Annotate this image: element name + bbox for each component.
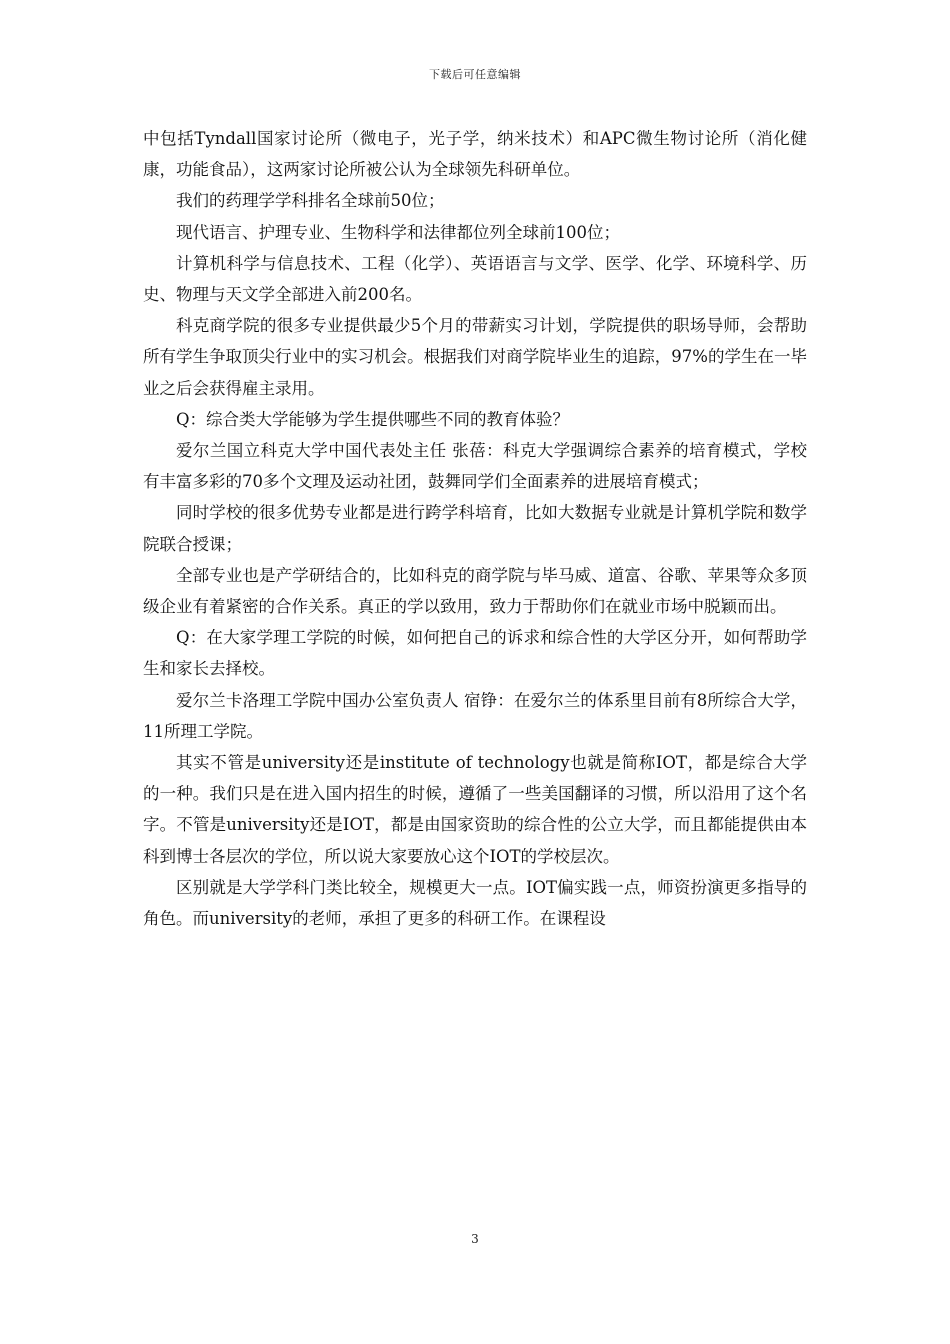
answer-paragraph: 爱尔兰国立科克大学中国代表处主任 张蓓：科克大学强调综合素养的培育模式，学校有丰富多彩的70多个文理及运动社团，鼓舞同学们全面素养的进展培育模式； [143,441,807,492]
page-number: 3 [471,1232,479,1246]
paragraph: 现代语言、护理专业、生物科学和法律都位列全球前100位； [176,222,620,242]
question-paragraph: Q：在大家学理工学院的时候，如何把自己的诉求和综合性的大学区分开，如何帮助学生和家长去择校。 [143,628,807,679]
paragraph: 同时学校的很多优势专业都是进行跨学科培育，比如大数据专业就是计算机学院和数学院联合授课； [143,503,807,554]
paragraph: 计算机科学与信息技术、工程（化学）、英语语言与文学、医学、化学、环境科学、历史、物理与天文学全部进入前200名。 [143,253,807,305]
question-paragraph: Q：综合类大学能够为学生提供哪些不同的教育体验？ [176,409,570,429]
paragraph: 区别就是大学学科门类比较全，规模更大一点。IOT偏实践一点，师资扮演更多指导的角色。而university的老师，承担了更多的科研工作。在课程设 [143,877,807,929]
paragraph: 我们的药理学学科排名全球前50位； [176,191,445,211]
page-header: 下载后可任意编辑 [429,68,521,81]
answer-paragraph: 爱尔兰卡洛理工学院中国办公室负责人 宿铮：在爱尔兰的体系里目前有8所综合大学，11所理工学院。 [143,690,807,741]
paragraph: 全部专业也是产学研结合的，比如科克的商学院与毕马威、道富、谷歌、苹果等众多顶级企业有着紧密的合作关系。真正的学以致用，致力于帮助你们在就业市场中脱颖而出。 [143,565,807,617]
paragraph: 其实不管是university还是institute of technology也就是简称IOT，都是综合大学的一种。我们只是在进入国内招生的时候，遵循了一些美国翻译的习惯，所以沿用了这个名字。不管是university还是IOT，都是由国家资助的综合性的公立大学，而且都能提供由本科到博士各层次的学位，所以说大家要放心这个IOT的学校层次。 [143,753,807,866]
document-body [143,123,807,934]
paragraph-continuation: 中包括Tyndall国家讨论所（微电子，光子学，纳米技术）和APC微生物讨论所（消化健康，功能食品），这两家讨论所被公认为全球领先科研单位。 [143,129,807,180]
paragraph: 科克商学院的很多专业提供最少5个月的带薪实习计划，学院提供的职场导师，会帮助所有学生争取顶尖行业中的实习机会。根据我们对商学院毕业生的追踪，97%的学生在一毕业之后会获得雇主录用。 [143,316,807,398]
